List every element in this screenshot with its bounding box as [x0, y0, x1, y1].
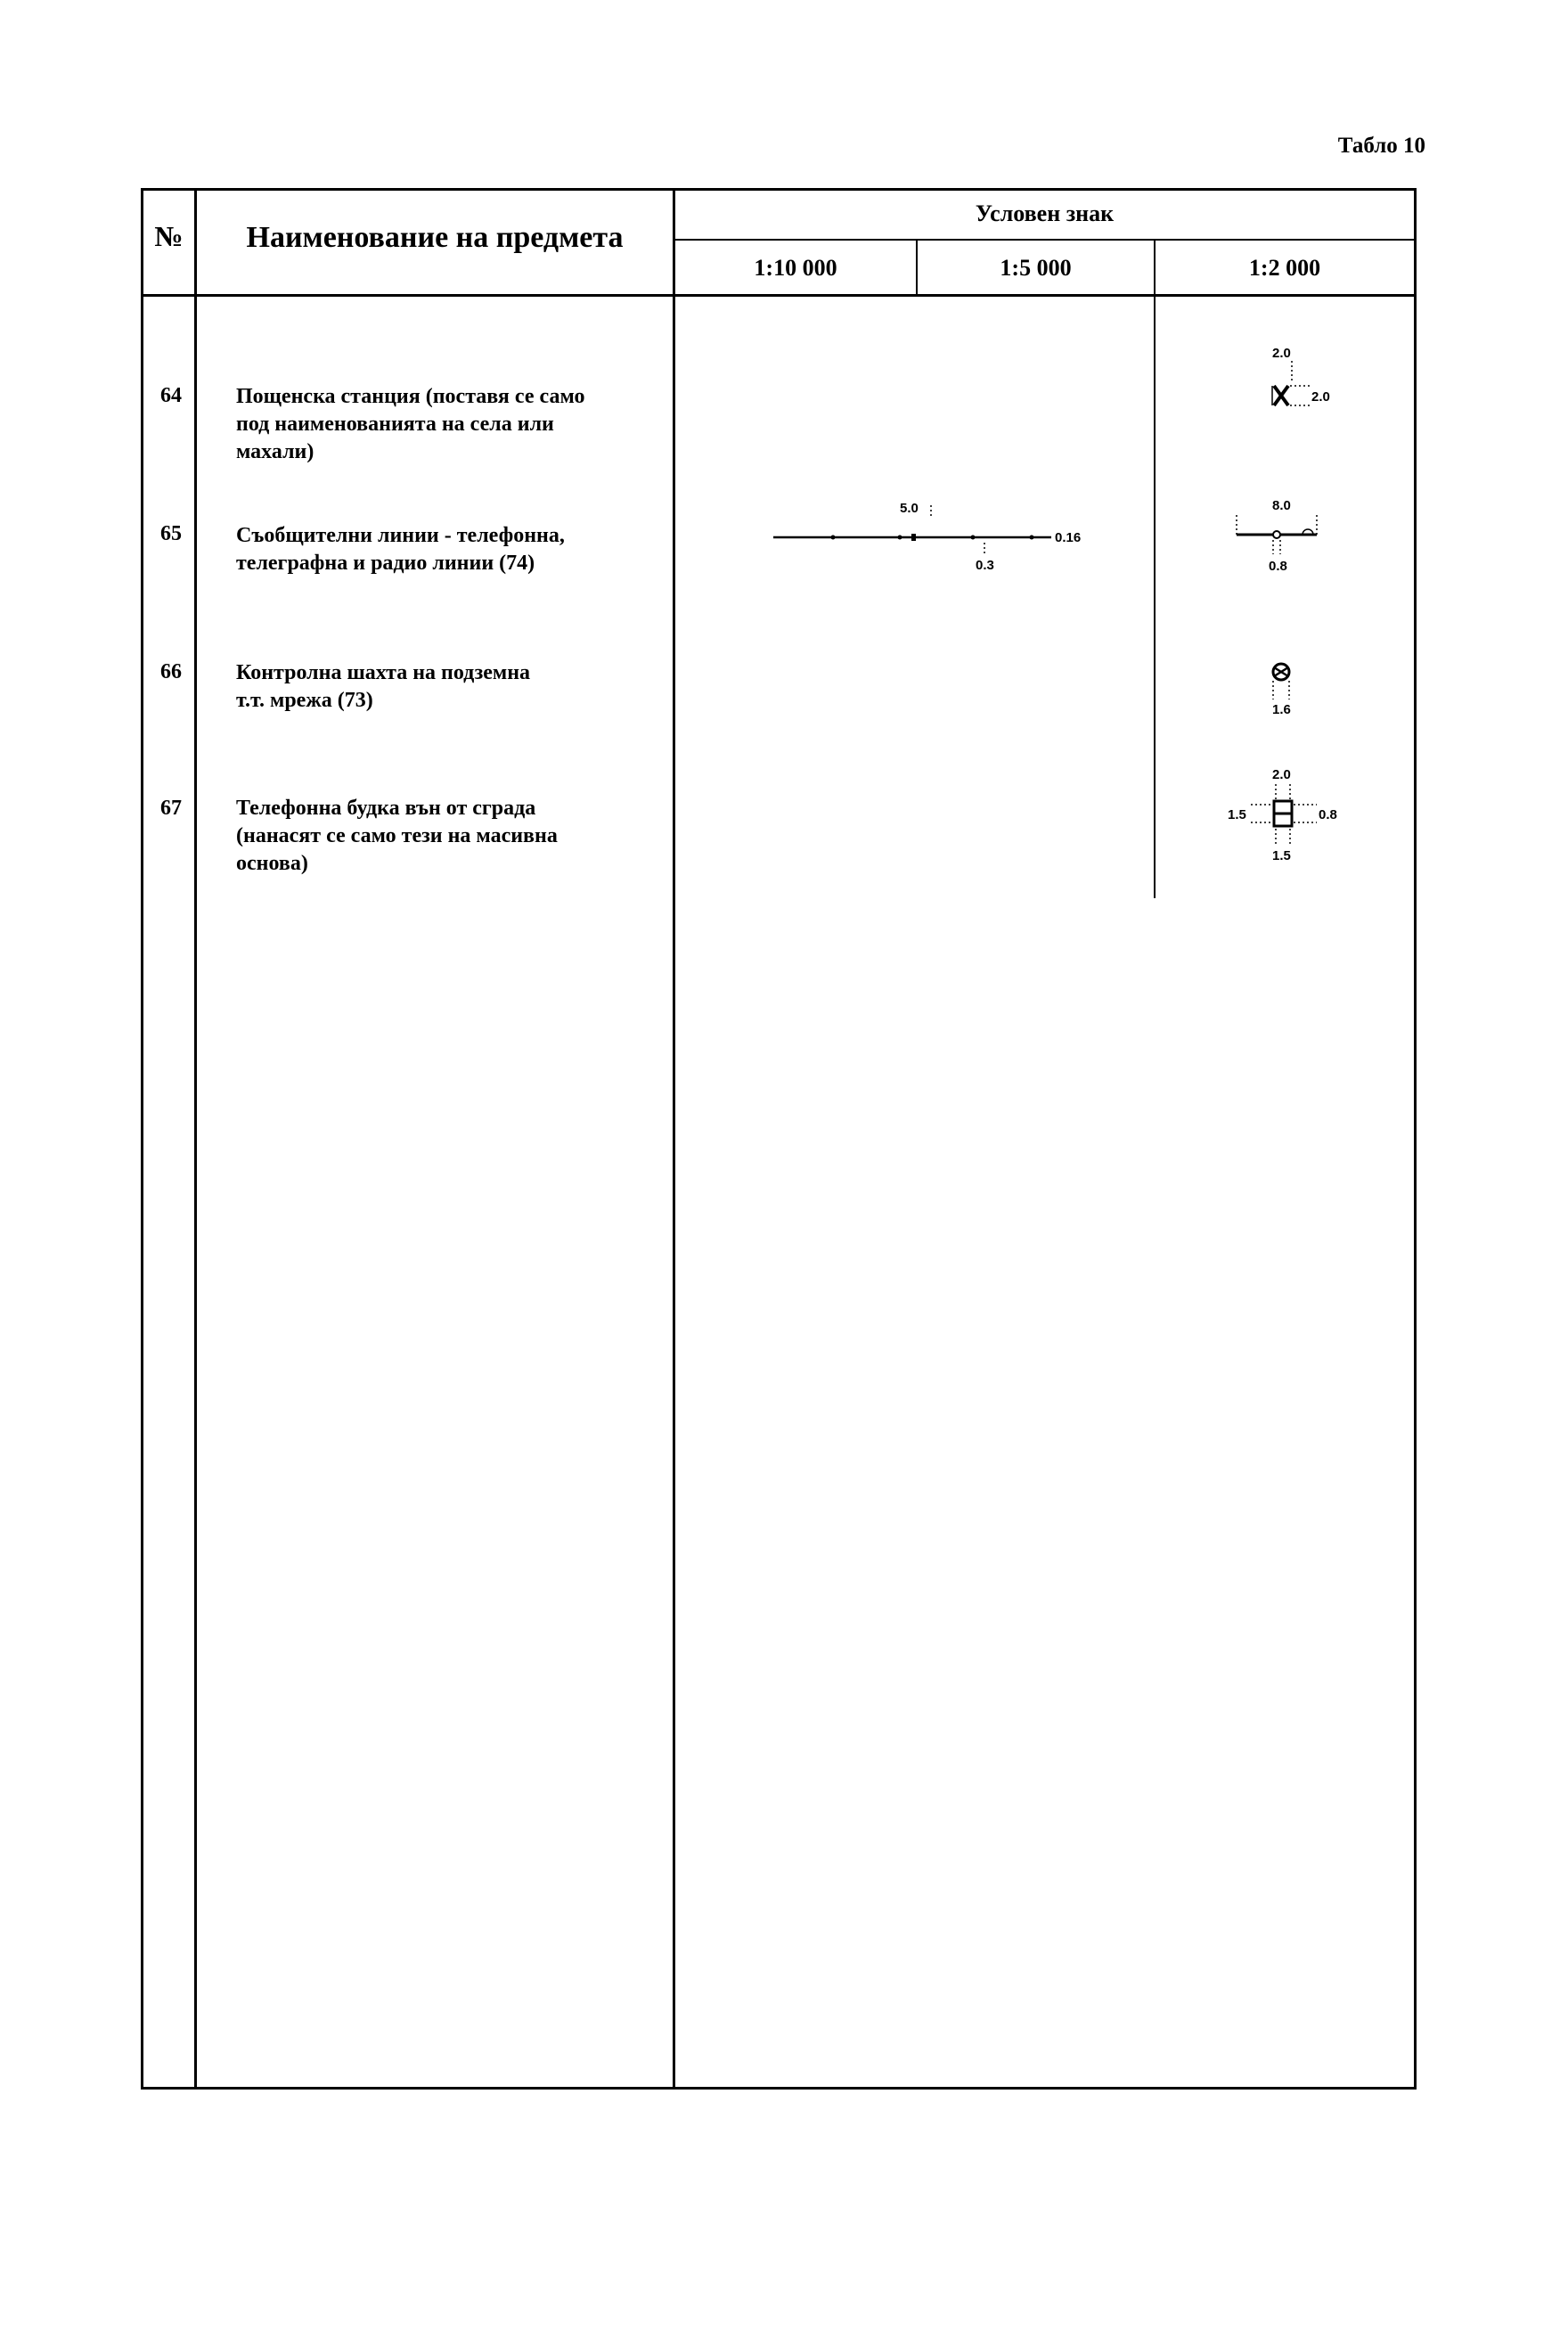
post-office-symbol-icon — [1221, 343, 1345, 414]
svg-text:1.5: 1.5 — [1272, 848, 1291, 863]
header-name: Наименование на предмета — [246, 221, 624, 254]
svg-text:0.16: 0.16 — [1055, 530, 1082, 545]
svg-text:0.3: 0.3 — [976, 558, 994, 573]
svg-text:1.5: 1.5 — [1228, 807, 1246, 822]
header-scale-10000: 1:10 000 — [754, 255, 837, 281]
row-number: 64 — [160, 384, 182, 407]
communication-line-symbol-icon — [1221, 490, 1345, 575]
table-label: Табло 10 — [1337, 134, 1425, 158]
row-name: Контролна шахта на подземна т.т. мрежа (73) — [236, 661, 531, 712]
svg-text:0.8: 0.8 — [1269, 559, 1287, 574]
svg-text:0.8: 0.8 — [1319, 807, 1337, 822]
header-symbol-group: Условен знак — [975, 200, 1115, 226]
svg-text:2.0: 2.0 — [1272, 767, 1291, 782]
row-name: Съобщителни линии - телефонна, телеграфна и радио линии (74) — [236, 524, 565, 575]
phone-booth-symbol-icon — [1221, 762, 1354, 869]
svg-text:1.6: 1.6 — [1272, 702, 1291, 717]
communication-line-symbol-icon — [766, 495, 1105, 579]
header-scale-2000: 1:2 000 — [1248, 255, 1321, 281]
row-name: Пощенска станция (поставя се само под наименованията на села или махали) — [236, 385, 585, 463]
svg-text:2.0: 2.0 — [1272, 346, 1291, 361]
manhole-symbol-icon — [1247, 655, 1319, 722]
row-number: 67 — [160, 797, 182, 820]
row-number: 66 — [160, 660, 182, 683]
row-number: 65 — [160, 522, 182, 545]
svg-text:8.0: 8.0 — [1272, 498, 1291, 513]
row-name: Телефонна будка вън от сграда (нанасят се само тези на масивна основа) — [236, 797, 558, 875]
svg-text:2.0: 2.0 — [1311, 389, 1330, 405]
svg-text:5.0: 5.0 — [900, 501, 919, 516]
header-number: № — [154, 220, 184, 252]
header-scale-5000: 1:5 000 — [1000, 255, 1072, 281]
